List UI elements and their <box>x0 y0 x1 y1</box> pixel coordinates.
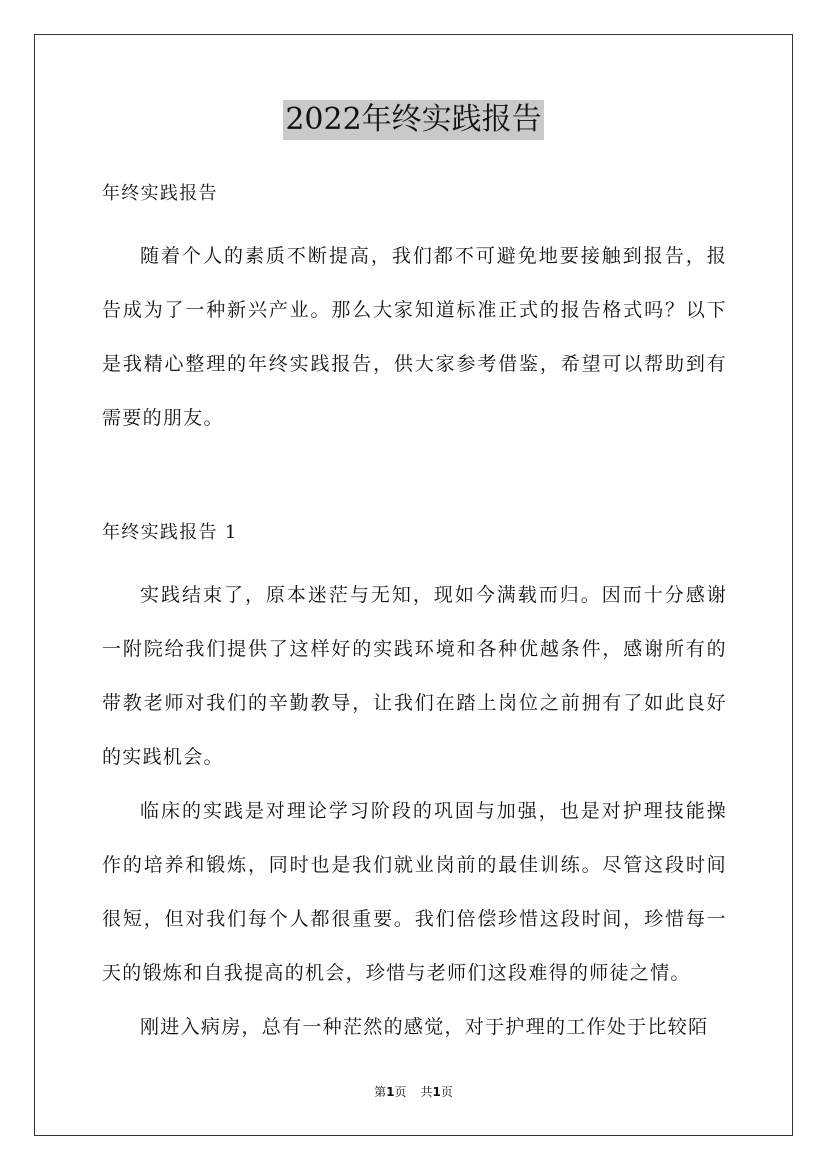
section-1-paragraph-3: 刚进入病房，总有一种茫然的感觉，对于护理的工作处于比较陌 <box>140 1016 709 1038</box>
intro-heading: 年终实践报告 <box>102 183 218 204</box>
document-body <box>102 176 727 1054</box>
total-pages: 1 <box>432 1085 441 1099</box>
document-title: 2022年终实践报告 <box>283 100 543 140</box>
page-prefix: 第 <box>374 1085 387 1099</box>
total-suffix: 页 <box>440 1085 453 1099</box>
section-1-paragraph-2: 临床的实践是对理论学习阶段的巩固与加强，也是对护理技能操作的培养和锻炼，同时也是我们就业岗前的最佳训练。尽管这段时间很短，但对我们每个人都很重要。我们倍偿珍惜这段时间，珍惜每一天的锻炼和自我提高的机会，珍惜与老师们这段难得的师徒之情。 <box>102 800 727 984</box>
section-1-paragraph-1: 实践结束了，原本迷茫与无知，现如今满载而归。因而十分感谢一附院给我们提供了这样好的实践环境和各种优越条件，感谢所有的带教老师对我们的辛勤教导，让我们在踏上岗位之前拥有了如此良好的实践机会。 <box>102 584 727 768</box>
section-1-heading: 年终实践报告 1 <box>102 522 238 543</box>
spacer <box>102 445 727 515</box>
spacer <box>102 551 727 568</box>
page-footer <box>0 1083 827 1101</box>
page-number: 1 <box>386 1085 395 1099</box>
title-container <box>0 100 827 140</box>
total-prefix: 共 <box>420 1085 433 1099</box>
intro-paragraph: 随着个人的素质不断提高，我们都不可避免地要接触到报告，报告成为了一种新兴产业。那么大家知道标准正式的报告格式吗？以下是我精心整理的年终实践报告，供大家参考借鉴，希望可以帮助到有需要的朋友。 <box>102 245 727 429</box>
page-suffix: 页 <box>394 1085 407 1099</box>
spacer <box>102 212 727 229</box>
